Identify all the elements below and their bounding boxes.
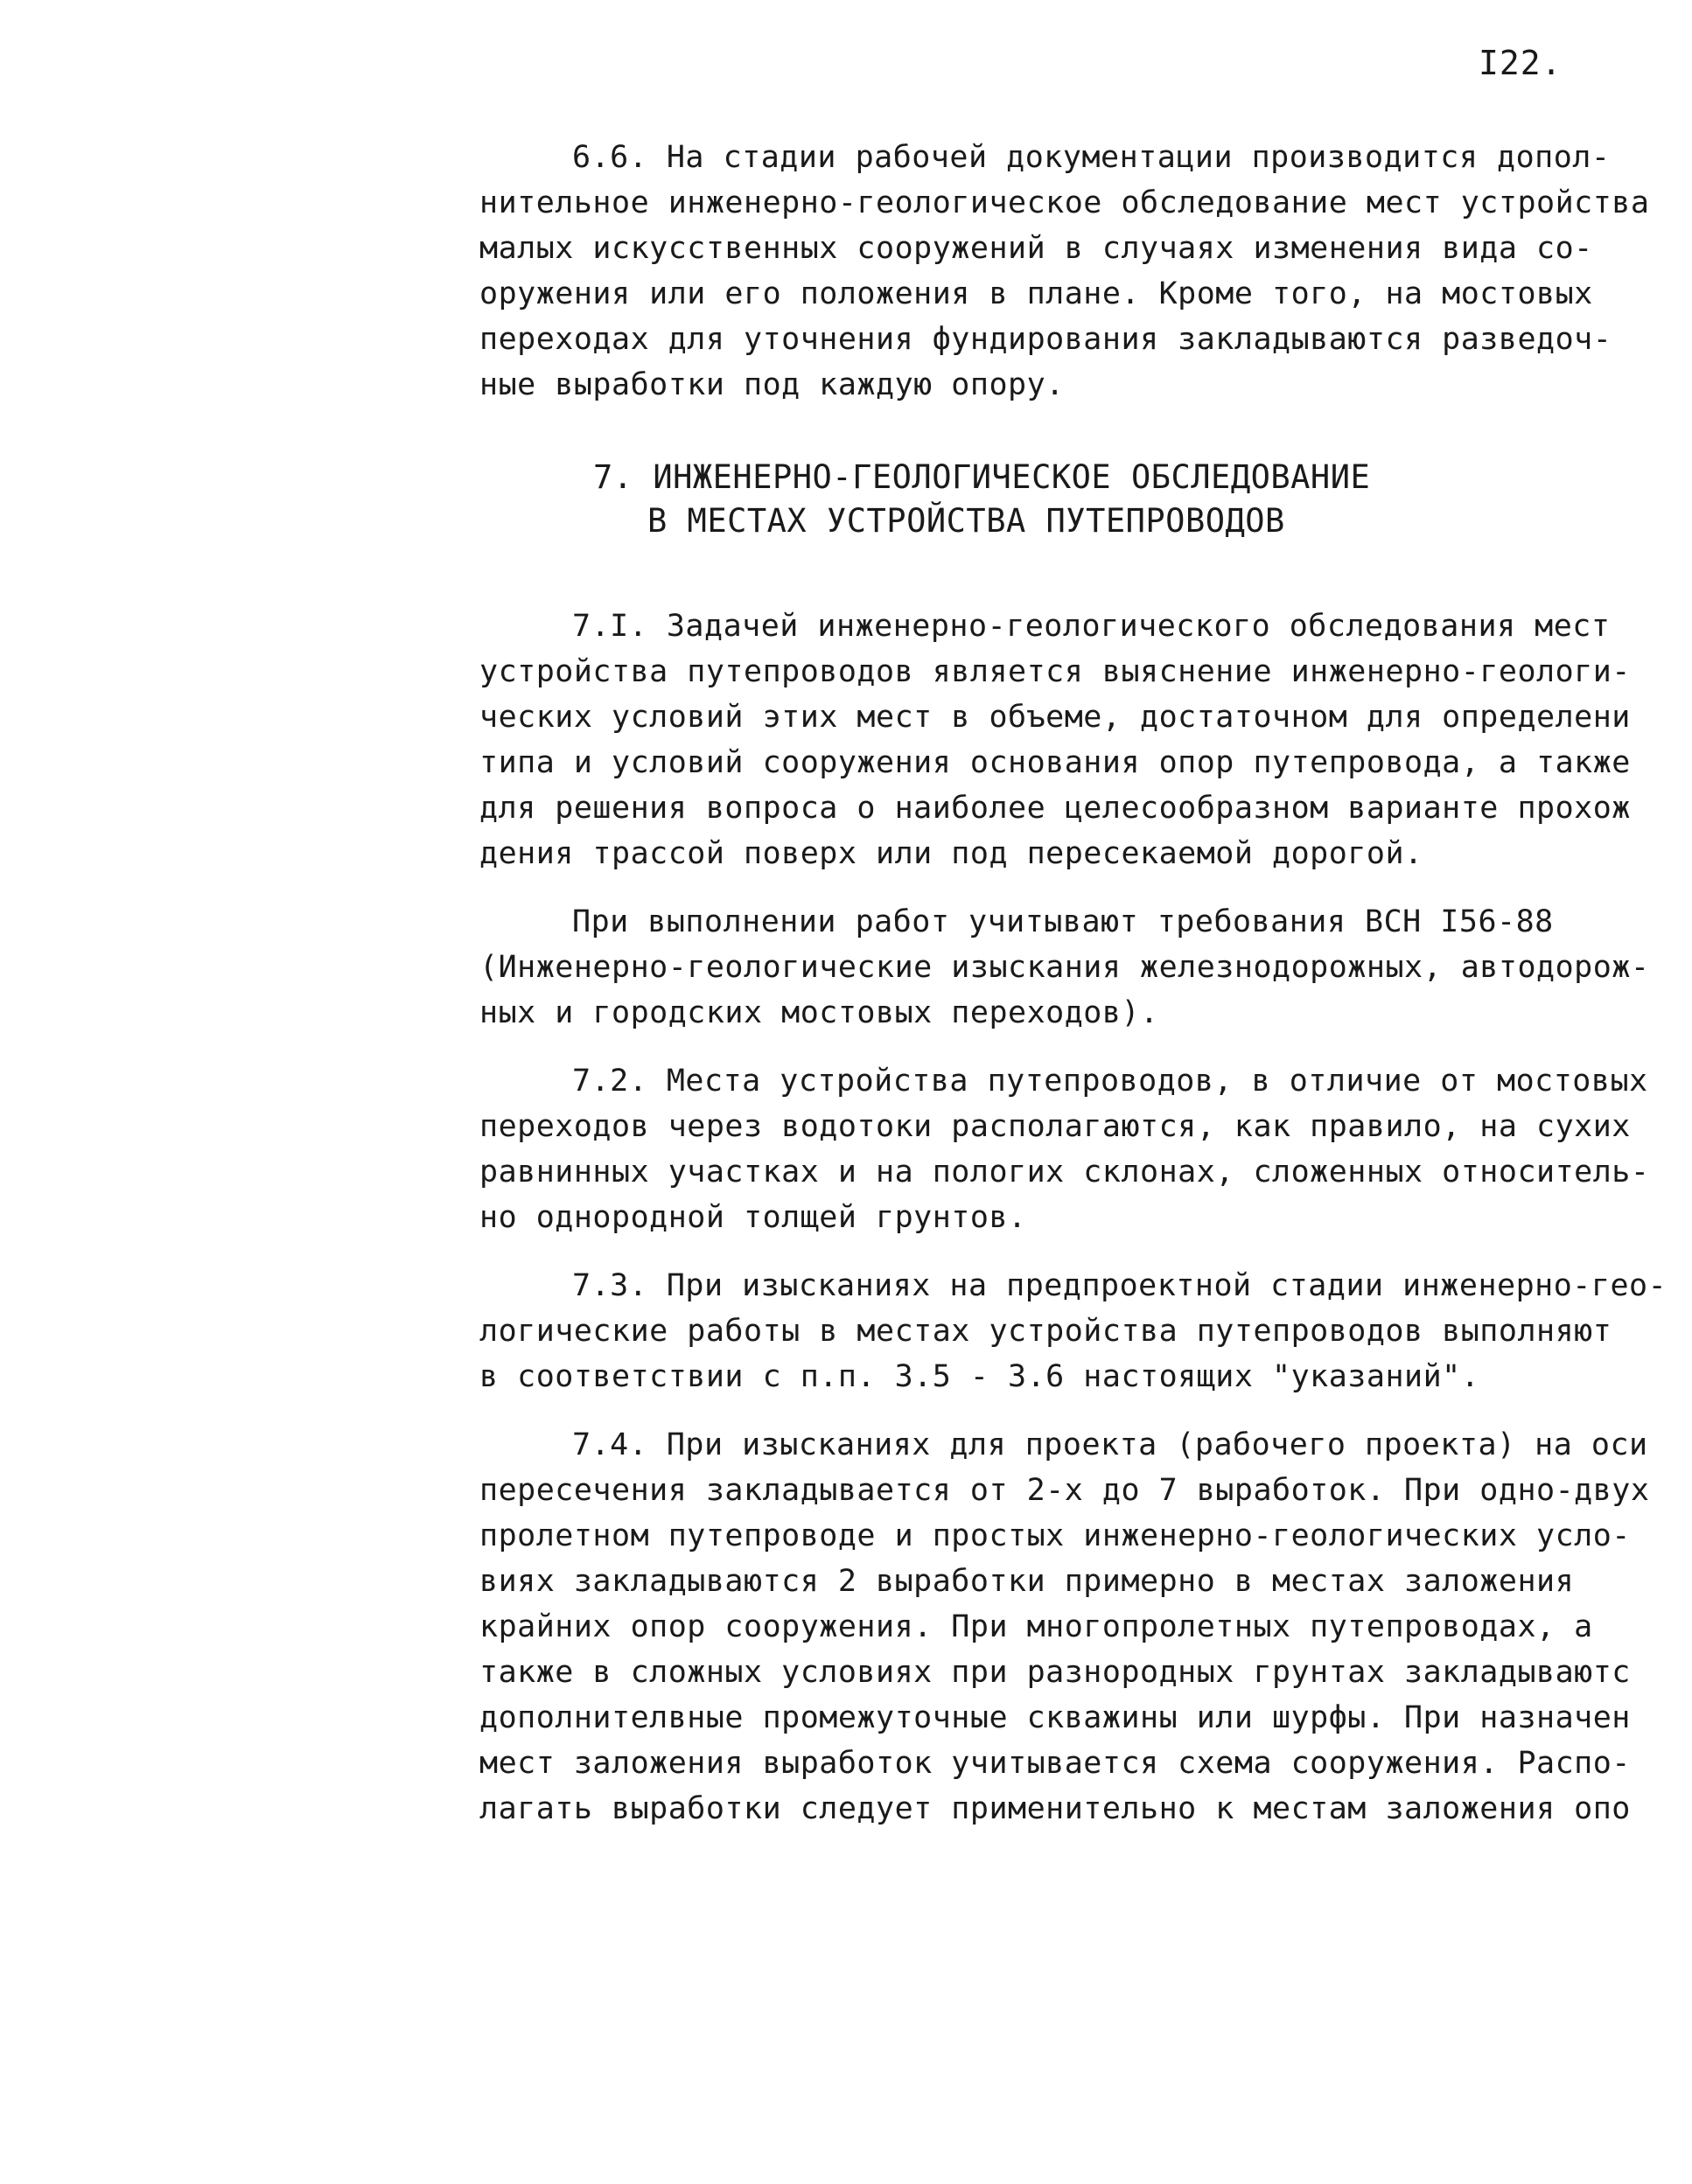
text-line: ческих условий этих мест в объеме, достаточном для определени	[479, 700, 1631, 735]
text-line: 7.2. Места устройства путепроводов, в отличие от мостовых	[572, 1064, 1648, 1099]
text-line: 7.I. Задачей инженерно-геологического обследования мест	[572, 609, 1611, 644]
text-line: 6.6. На стадии рабочей документации производится допол-	[572, 140, 1611, 175]
text-line: нительное инженерно-геологическое обследование мест устройства	[479, 185, 1650, 220]
text-line: типа и условий сооружения основания опор путепровода, а также	[479, 745, 1631, 780]
text-line: 7.3. При изысканиях на предпроектной стадии инженерно-гео-	[572, 1268, 1668, 1303]
text-line: дополнителвные промежуточные скважины или шурфы. При назначен	[479, 1700, 1631, 1735]
text-line: переходов через водотоки располагаются, как правило, на сухих	[479, 1109, 1631, 1144]
text-line: ных и городских мостовых переходов).	[479, 995, 1159, 1030]
text-line: дения трассой поверх или под пересекаемой дорогой.	[479, 836, 1423, 871]
text-line: мест заложения выработок учитывается схема сооружения. Распо-	[479, 1746, 1631, 1781]
page-number: I22.	[1479, 44, 1563, 82]
text-line: устройства путепроводов является выяснение инженерно-геологи-	[479, 654, 1631, 689]
text-line: 7.4. При изысканиях для проекта (рабочего проекта) на оси	[572, 1427, 1648, 1462]
text-line: лагать выработки следует применительно к местам заложения опо	[479, 1791, 1631, 1826]
text-line: пролетном путепроводе и простых инженерно-геологических усло-	[479, 1518, 1631, 1553]
text-line: виях закладываются 2 выработки примерно в местах заложения	[479, 1564, 1575, 1599]
text-line: но однородной толщей грунтов.	[479, 1200, 1027, 1235]
text-line: пересечения закладывается от 2-х до 7 выработок. При одно-двух	[479, 1473, 1650, 1508]
text-line: При выполнении работ учитывают требования ВСН I56-88	[572, 904, 1554, 939]
text-line: крайних опор сооружения. При многопролетных путепроводах, а	[479, 1609, 1593, 1644]
text-line: в соответствии с п.п. 3.5 - 3.6 настоящих "указаний".	[479, 1359, 1480, 1394]
text-line: логические работы в местах устройства путепроводов выполняют	[479, 1314, 1612, 1349]
heading-line: 7. ИНЖЕНЕРНО-ГЕОЛОГИЧЕСКОЕ ОБСЛЕДОВАНИЕ	[593, 458, 1371, 496]
text-line: равнинных участках и на пологих склонах, сложенных относитель-	[479, 1155, 1650, 1190]
text-line: также в сложных условиях при разнородных грунтах закладываютс	[479, 1655, 1631, 1690]
text-line: переходах для уточнения фундирования закладываются разведоч-	[479, 322, 1612, 357]
heading-line: В МЕСТАХ УСТРОЙСТВА ПУТЕПРОВОДОВ	[647, 502, 1285, 540]
text-line: для решения вопроса о наиболее целесообразном варианте прохож	[479, 791, 1631, 826]
text-line: ные выработки под каждую опору.	[479, 367, 1065, 402]
text-line: оружения или его положения в плане. Кроме того, на мостовых	[479, 276, 1593, 311]
text-line: малых искусственных сооружений в случаях изменения вида со-	[479, 231, 1593, 266]
text-line: (Инженерно-геологические изыскания железнодорожных, автодорож-	[479, 950, 1650, 985]
